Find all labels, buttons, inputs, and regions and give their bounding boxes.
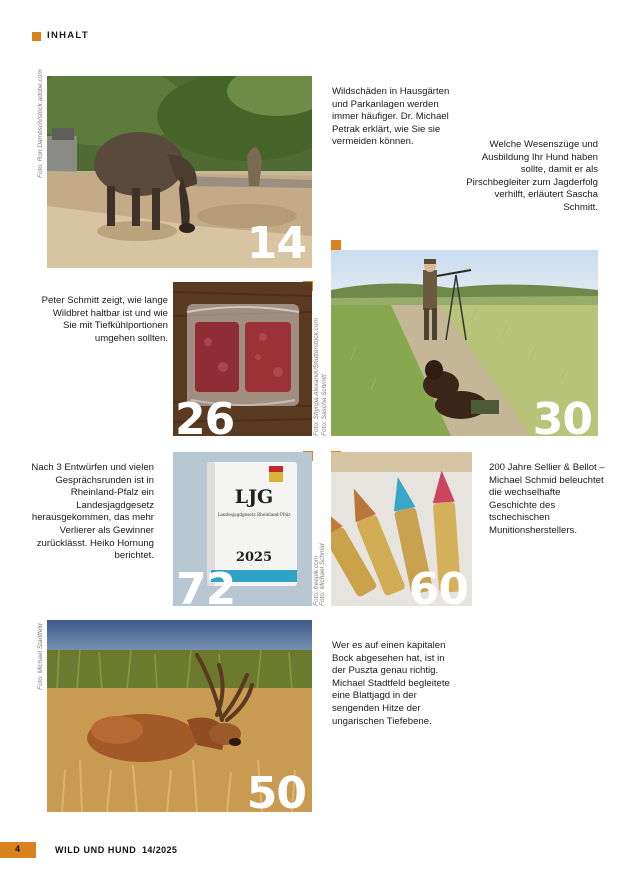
footer-page-number: 4 [15,844,21,854]
article-teaser-sellier-bellot[interactable]: 200 Jahre Sellier & Bellot – Michael Schmid beleuchtet die wechselhafte Geschichte des tschechischen Munitionsherstellers. [489,462,605,536]
photo-credit: Foto: Ron Dambsch/stock.adobe.com [37,69,44,178]
photo-credit: Foto: freepik.com [313,555,320,606]
photo-credit: Foto: Michael Stadtfeld [37,623,44,690]
photo-credit: Foto: Sascha Schmitt [321,374,328,436]
article-teaser-pirschbegleiter[interactable]: Welche Wesenszüge und Ausbildung Ihr Hund haben sollte, damit er als Pirschbegleiter zum Jagderfolg verhilft, erläutert Sascha Schmitt. [466,139,598,213]
article-photo-wild-boar[interactable] [47,76,312,268]
page-number-label: 26 [175,394,235,436]
article-photo-roebuck[interactable] [47,620,312,812]
page-number-label: 30 [532,394,592,436]
article-teaser-wildschaeden[interactable]: Wildschäden in Hausgärten und Parkanlagen werden immer häufiger. Dr. Michael Petrak erklärt, wie Sie sie vermeiden können. [332,86,450,148]
book-year: 2025 [235,550,273,565]
page-number-label: 50 [246,768,306,812]
footer-magazine-name: WILD UND HUND [55,845,137,855]
page-number-label: 14 [246,218,306,268]
page-number-label: 72 [176,564,236,606]
article-photo-hunting-dog[interactable] [331,250,598,436]
article-teaser-wildbret[interactable]: Peter Schmitt zeigt, wie lange Wildbret haltbar ist und wie Sie mit Tiefkühlportionen umgehen sollten. [41,295,168,344]
article-photo-ammunition[interactable] [331,452,472,606]
footer-issue: 14/2025 [142,845,178,855]
section-title: INHALT [47,30,89,41]
article-teaser-landesjagdgesetz[interactable]: Nach 3 Entwürfen und vielen Gesprächsrunden ist in Rheinland-Pfalz ein Landesjagdgesetz herausgekommen, das mehr Verlierer als Gewinner zurücklässt. Heiko Hornung berichtet. [31,462,154,562]
article-photo-meat[interactable] [173,282,312,436]
photo-credit: Foto: Shyripa Alexandr/Shutterstock.com [313,318,320,436]
page-number-label: 60 [408,564,468,606]
book-title: LJG [234,486,274,508]
accent-marker [331,240,341,250]
section-marker [32,32,41,41]
article-photo-book[interactable] [173,452,312,606]
photo-credit: Foto: Michael Schmid [319,543,326,606]
book-subtitle: Landesjagdgesetz Rheinland-Pfalz [217,512,291,517]
article-teaser-rehbock[interactable]: Wer es auf einen kapitalen Bock abgesehen hat, ist in der Puszta genau richtig. Michael Stadtfeld begleitete eine Blattjagd in der sengenden Hitze der ungarischen Tiefebene. [332,640,450,727]
